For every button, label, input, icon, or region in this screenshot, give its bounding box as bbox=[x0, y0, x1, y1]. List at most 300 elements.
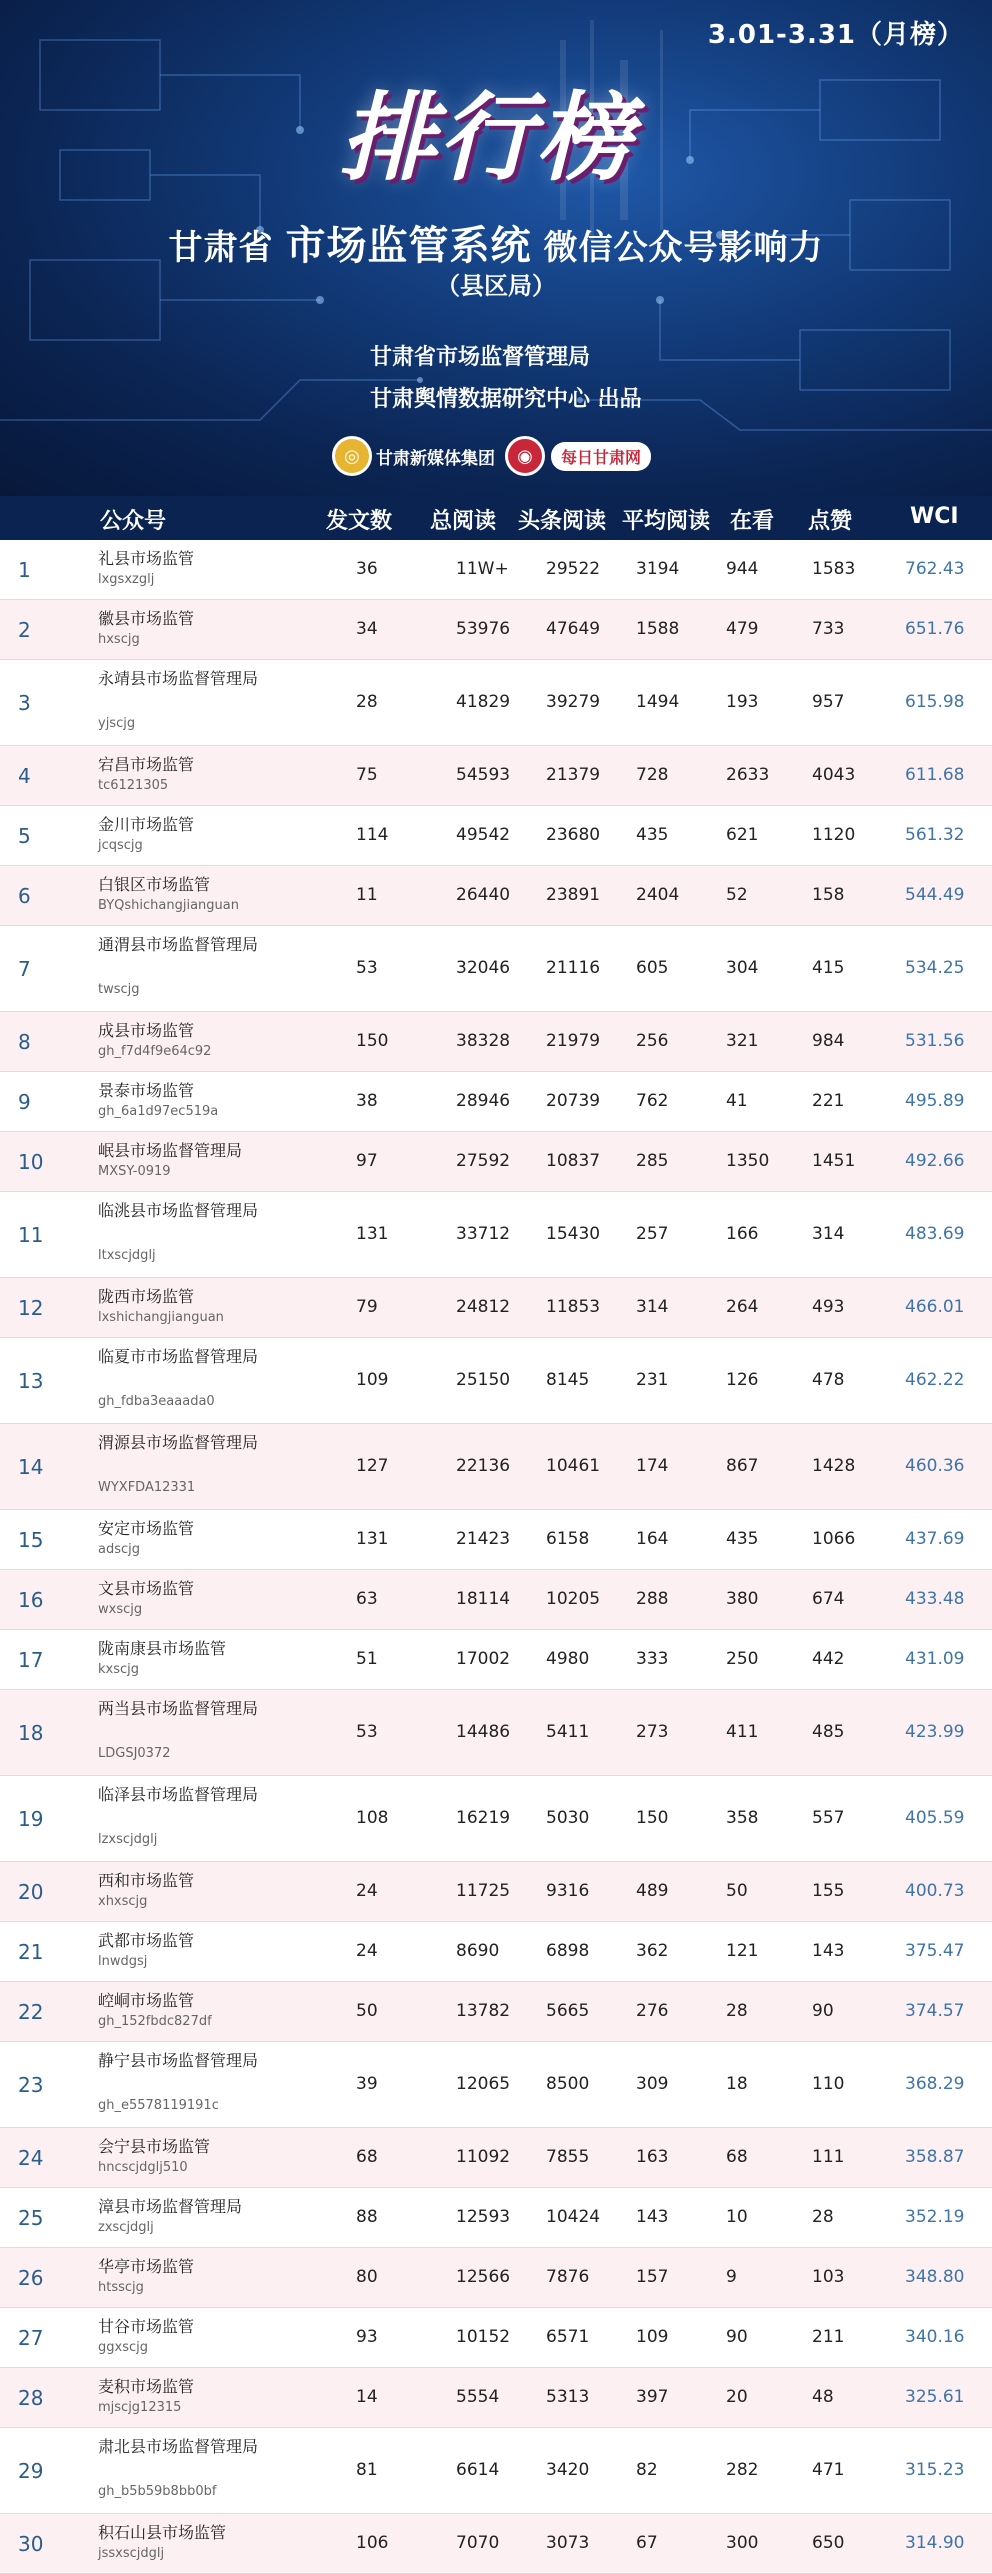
views-cell: 10 bbox=[726, 2207, 748, 2227]
account-id: htsscjg bbox=[98, 2280, 144, 2295]
views-cell: 944 bbox=[726, 559, 759, 579]
wci-cell: 534.25 bbox=[905, 958, 965, 978]
rank-cell: 23 bbox=[18, 2073, 44, 2097]
account-name: 临夏市市场监督管理局 bbox=[98, 1347, 259, 1366]
total-reads-cell: 24812 bbox=[456, 1297, 511, 1317]
average-reads-cell: 489 bbox=[636, 1881, 669, 1901]
headline-reads-cell: 6898 bbox=[546, 1941, 590, 1961]
views-cell: 250 bbox=[726, 1649, 759, 1669]
headline-topic: 微信公众号影响力 bbox=[543, 228, 824, 268]
posts-cell: 36 bbox=[356, 559, 378, 579]
average-reads-cell: 728 bbox=[636, 765, 669, 785]
posts-cell: 24 bbox=[356, 1941, 378, 1961]
wci-cell: 495.89 bbox=[905, 1091, 965, 1111]
account-name: 礼县市场监管 bbox=[98, 549, 195, 568]
headline-reads-cell: 39279 bbox=[546, 692, 601, 712]
wci-cell: 483.69 bbox=[905, 1224, 965, 1244]
likes-cell: 471 bbox=[812, 2460, 845, 2480]
total-reads-cell: 28946 bbox=[456, 1091, 511, 1111]
posts-cell: 108 bbox=[356, 1808, 389, 1828]
posts-cell: 75 bbox=[356, 765, 378, 785]
headline-region: 甘肃省 bbox=[168, 228, 274, 268]
wci-cell: 460.36 bbox=[905, 1456, 965, 1476]
total-reads-cell: 26440 bbox=[456, 885, 511, 905]
account-id: ltxscjdglj bbox=[98, 1248, 156, 1263]
table-row bbox=[0, 2042, 992, 2128]
table-row bbox=[0, 1424, 992, 1510]
table-row bbox=[0, 660, 992, 746]
views-cell: 68 bbox=[726, 2147, 748, 2167]
headline-reads-cell: 5665 bbox=[546, 2001, 590, 2021]
account-id: lxshichangjianguan bbox=[98, 1310, 224, 1325]
rank-cell: 2 bbox=[18, 618, 31, 642]
wci-cell: 531.56 bbox=[905, 1031, 965, 1051]
total-reads-cell: 41829 bbox=[456, 692, 511, 712]
column-header-average-reads: 平均阅读 bbox=[622, 509, 711, 534]
table-row bbox=[0, 866, 992, 926]
account-id: gh_b5b59b8bb0bf bbox=[98, 2484, 217, 2499]
views-cell: 621 bbox=[726, 825, 759, 845]
table-row bbox=[0, 1510, 992, 1570]
account-id: lnwdgsj bbox=[98, 1954, 148, 1969]
table-row bbox=[0, 1570, 992, 1630]
rank-cell: 16 bbox=[18, 1588, 44, 1612]
likes-cell: 143 bbox=[812, 1941, 845, 1961]
account-name: 两当县市场监督管理局 bbox=[98, 1699, 259, 1718]
likes-cell: 557 bbox=[812, 1808, 845, 1828]
rank-cell: 9 bbox=[18, 1090, 31, 1114]
rank-cell: 12 bbox=[18, 1296, 44, 1320]
average-reads-cell: 309 bbox=[636, 2074, 669, 2094]
wci-cell: 431.09 bbox=[905, 1649, 965, 1669]
headline bbox=[0, 214, 992, 271]
total-reads-cell: 12593 bbox=[456, 2207, 511, 2227]
table-row bbox=[0, 2514, 992, 2574]
rank-cell: 11 bbox=[18, 1223, 44, 1247]
likes-cell: 48 bbox=[812, 2387, 834, 2407]
posts-cell: 39 bbox=[356, 2074, 378, 2094]
headline-reads-cell: 3073 bbox=[546, 2533, 590, 2553]
likes-cell: 957 bbox=[812, 692, 845, 712]
rank-cell: 20 bbox=[18, 1880, 44, 1904]
posts-cell: 63 bbox=[356, 1589, 378, 1609]
posts-cell: 114 bbox=[356, 825, 389, 845]
account-id: jssxscjdglj bbox=[98, 2546, 165, 2561]
total-reads-cell: 38328 bbox=[456, 1031, 511, 1051]
posts-cell: 81 bbox=[356, 2460, 378, 2480]
wci-cell: 340.16 bbox=[905, 2327, 965, 2347]
headline-reads-cell: 8145 bbox=[546, 1370, 590, 1390]
account-id: gh_152fbdc827df bbox=[98, 2014, 212, 2029]
posts-cell: 34 bbox=[356, 619, 378, 639]
wci-cell: 405.59 bbox=[905, 1808, 965, 1828]
account-id: MXSY-0919 bbox=[98, 1164, 171, 1179]
headline-reads-cell: 5313 bbox=[546, 2387, 590, 2407]
rank-cell: 5 bbox=[18, 824, 31, 848]
period-label: 3.01-3.31（月榜） bbox=[707, 20, 964, 50]
account-id: BYQshichangjianguan bbox=[98, 898, 239, 913]
headline-reads-cell: 3420 bbox=[546, 2460, 590, 2480]
average-reads-cell: 397 bbox=[636, 2387, 669, 2407]
views-cell: 41 bbox=[726, 1091, 748, 1111]
rank-cell: 13 bbox=[18, 1369, 44, 1393]
account-name: 肃北县市场监督管理局 bbox=[98, 2437, 259, 2456]
likes-cell: 1066 bbox=[812, 1529, 856, 1549]
account-id: WYXFDA12331 bbox=[98, 1480, 196, 1495]
table-row bbox=[0, 746, 992, 806]
likes-cell: 158 bbox=[812, 885, 845, 905]
likes-cell: 733 bbox=[812, 619, 845, 639]
rank-cell: 29 bbox=[18, 2459, 44, 2483]
table-row bbox=[0, 600, 992, 660]
table-row bbox=[0, 2428, 992, 2514]
average-reads-cell: 276 bbox=[636, 2001, 669, 2021]
account-id: wxscjg bbox=[98, 1602, 143, 1617]
total-reads-cell: 11W+ bbox=[456, 559, 509, 579]
table-row bbox=[0, 1982, 992, 2042]
total-reads-cell: 49542 bbox=[456, 825, 511, 845]
table-row bbox=[0, 1630, 992, 1690]
rank-cell: 21 bbox=[18, 1940, 44, 1964]
table-row bbox=[0, 2188, 992, 2248]
posts-cell: 11 bbox=[356, 885, 378, 905]
views-cell: 300 bbox=[726, 2533, 759, 2553]
headline-reads-cell: 10837 bbox=[546, 1151, 601, 1171]
table-row bbox=[0, 1012, 992, 1072]
account-name: 麦积市场监管 bbox=[98, 2377, 195, 2396]
account-id: mjscjg12315 bbox=[98, 2400, 182, 2415]
views-cell: 121 bbox=[726, 1941, 759, 1961]
headline-reads-cell: 9316 bbox=[546, 1881, 590, 1901]
rank-cell: 10 bbox=[18, 1150, 44, 1174]
wci-cell: 352.19 bbox=[905, 2207, 965, 2227]
likes-cell: 1120 bbox=[812, 825, 856, 845]
posts-cell: 14 bbox=[356, 2387, 378, 2407]
total-reads-cell: 6614 bbox=[456, 2460, 500, 2480]
views-cell: 411 bbox=[726, 1722, 759, 1742]
headline-reads-cell: 8500 bbox=[546, 2074, 590, 2094]
likes-cell: 211 bbox=[812, 2327, 845, 2347]
rank-cell: 3 bbox=[18, 691, 31, 715]
total-reads-cell: 8690 bbox=[456, 1941, 500, 1961]
headline-reads-cell: 21379 bbox=[546, 765, 601, 785]
average-reads-cell: 163 bbox=[636, 2147, 669, 2167]
likes-cell: 415 bbox=[812, 958, 845, 978]
account-name: 陇西市场监管 bbox=[98, 1287, 195, 1306]
posts-cell: 80 bbox=[356, 2267, 378, 2287]
logo-daily-gansu bbox=[505, 434, 651, 478]
ranking-table bbox=[0, 540, 992, 2574]
posts-cell: 97 bbox=[356, 1151, 378, 1171]
column-header-total-reads: 总阅读 bbox=[430, 509, 497, 534]
banner bbox=[0, 0, 992, 496]
views-cell: 304 bbox=[726, 958, 759, 978]
average-reads-cell: 285 bbox=[636, 1151, 669, 1171]
posts-cell: 131 bbox=[356, 1529, 389, 1549]
views-cell: 479 bbox=[726, 619, 759, 639]
average-reads-cell: 288 bbox=[636, 1589, 669, 1609]
likes-cell: 485 bbox=[812, 1722, 845, 1742]
account-name: 陇南康县市场监管 bbox=[98, 1639, 227, 1658]
total-reads-cell: 21423 bbox=[456, 1529, 511, 1549]
column-header-headline-reads: 头条阅读 bbox=[518, 509, 607, 534]
average-reads-cell: 157 bbox=[636, 2267, 669, 2287]
account-name: 安定市场监管 bbox=[98, 1519, 195, 1538]
account-name: 成县市场监管 bbox=[98, 1021, 195, 1040]
table-row bbox=[0, 1132, 992, 1192]
account-id: zxscjdglj bbox=[98, 2220, 154, 2235]
headline-reads-cell: 6158 bbox=[546, 1529, 590, 1549]
views-cell: 867 bbox=[726, 1456, 759, 1476]
headline-reads-cell: 21979 bbox=[546, 1031, 601, 1051]
wci-cell: 400.73 bbox=[905, 1881, 965, 1901]
table-row bbox=[0, 1690, 992, 1776]
likes-cell: 110 bbox=[812, 2074, 845, 2094]
total-reads-cell: 33712 bbox=[456, 1224, 511, 1244]
average-reads-cell: 143 bbox=[636, 2207, 669, 2227]
total-reads-cell: 22136 bbox=[456, 1456, 511, 1476]
views-cell: 52 bbox=[726, 885, 748, 905]
total-reads-cell: 13782 bbox=[456, 2001, 511, 2021]
average-reads-cell: 362 bbox=[636, 1941, 669, 1961]
posts-cell: 53 bbox=[356, 958, 378, 978]
views-cell: 321 bbox=[726, 1031, 759, 1051]
average-reads-cell: 67 bbox=[636, 2533, 658, 2553]
views-cell: 380 bbox=[726, 1589, 759, 1609]
wci-cell: 437.69 bbox=[905, 1529, 965, 1549]
account-name: 临泽县市场监督管理局 bbox=[98, 1785, 259, 1804]
posts-cell: 38 bbox=[356, 1091, 378, 1111]
account-id: hxscjg bbox=[98, 632, 140, 647]
headline-reads-cell: 6571 bbox=[546, 2327, 590, 2347]
likes-cell: 1428 bbox=[812, 1456, 856, 1476]
wci-cell: 325.61 bbox=[905, 2387, 965, 2407]
views-cell: 20 bbox=[726, 2387, 748, 2407]
rank-cell: 27 bbox=[18, 2326, 44, 2350]
posts-cell: 24 bbox=[356, 1881, 378, 1901]
views-cell: 282 bbox=[726, 2460, 759, 2480]
rank-cell: 6 bbox=[18, 884, 31, 908]
total-reads-cell: 10152 bbox=[456, 2327, 511, 2347]
account-name: 渭源县市场监督管理局 bbox=[98, 1433, 259, 1452]
rank-cell: 28 bbox=[18, 2386, 44, 2410]
average-reads-cell: 257 bbox=[636, 1224, 669, 1244]
subhead: （县区局） bbox=[436, 272, 556, 300]
table-row bbox=[0, 1776, 992, 1862]
likes-cell: 650 bbox=[812, 2533, 845, 2553]
total-reads-cell: 32046 bbox=[456, 958, 511, 978]
account-id: xhxscjg bbox=[98, 1894, 148, 1909]
wci-cell: 615.98 bbox=[905, 692, 965, 712]
table-row bbox=[0, 1862, 992, 1922]
account-name: 西和市场监管 bbox=[98, 1871, 195, 1890]
average-reads-cell: 164 bbox=[636, 1529, 669, 1549]
account-id: gh_f7d4f9e64c92 bbox=[98, 1044, 212, 1059]
likes-cell: 493 bbox=[812, 1297, 845, 1317]
table-header bbox=[0, 496, 992, 540]
rank-cell: 24 bbox=[18, 2146, 44, 2170]
account-name: 静宁县市场监督管理局 bbox=[98, 2051, 259, 2070]
likes-cell: 111 bbox=[812, 2147, 845, 2167]
headline-reads-cell: 23680 bbox=[546, 825, 601, 845]
wci-cell: 544.49 bbox=[905, 885, 965, 905]
logo-gansu-media-text: 甘肃新媒体集团 bbox=[376, 448, 495, 469]
wci-cell: 348.80 bbox=[905, 2267, 965, 2287]
views-cell: 18 bbox=[726, 2074, 748, 2094]
total-reads-cell: 27592 bbox=[456, 1151, 511, 1171]
wci-cell: 611.68 bbox=[905, 765, 965, 785]
rank-cell: 8 bbox=[18, 1030, 31, 1054]
average-reads-cell: 1494 bbox=[636, 692, 680, 712]
posts-cell: 106 bbox=[356, 2533, 389, 2553]
rank-cell: 30 bbox=[18, 2532, 44, 2556]
account-name: 宕昌市场监管 bbox=[98, 755, 195, 774]
views-cell: 126 bbox=[726, 1370, 759, 1390]
rank-cell: 19 bbox=[18, 1807, 44, 1831]
rank-cell: 17 bbox=[18, 1648, 44, 1672]
average-reads-cell: 2404 bbox=[636, 885, 680, 905]
wci-cell: 462.22 bbox=[905, 1370, 965, 1390]
table-row bbox=[0, 1192, 992, 1278]
likes-cell: 1451 bbox=[812, 1151, 856, 1171]
likes-cell: 478 bbox=[812, 1370, 845, 1390]
views-cell: 90 bbox=[726, 2327, 748, 2347]
likes-cell: 221 bbox=[812, 1091, 845, 1111]
rank-cell: 26 bbox=[18, 2266, 44, 2290]
rank-cell: 22 bbox=[18, 2000, 44, 2024]
total-reads-cell: 5554 bbox=[456, 2387, 500, 2407]
account-name: 积石山县市场监管 bbox=[98, 2523, 227, 2542]
rank-cell: 14 bbox=[18, 1455, 44, 1479]
average-reads-cell: 605 bbox=[636, 958, 669, 978]
wci-cell: 368.29 bbox=[905, 2074, 965, 2094]
account-name: 文县市场监管 bbox=[98, 1579, 195, 1598]
daily-gansu-logo-icon: ◉ bbox=[505, 436, 545, 476]
account-name: 临洮县市场监督管理局 bbox=[98, 1201, 259, 1220]
headline-reads-cell: 29522 bbox=[546, 559, 601, 579]
account-name: 白银区市场监管 bbox=[98, 875, 211, 894]
table-row bbox=[0, 1338, 992, 1424]
rank-cell: 4 bbox=[18, 764, 31, 788]
rank-cell: 18 bbox=[18, 1721, 44, 1745]
table-row bbox=[0, 1922, 992, 1982]
posts-cell: 50 bbox=[356, 2001, 378, 2021]
likes-cell: 674 bbox=[812, 1589, 845, 1609]
total-reads-cell: 54593 bbox=[456, 765, 511, 785]
column-header-likes: 点赞 bbox=[808, 509, 853, 534]
account-id: jcqscjg bbox=[98, 838, 143, 853]
average-reads-cell: 174 bbox=[636, 1456, 669, 1476]
table-row bbox=[0, 806, 992, 866]
wci-cell: 358.87 bbox=[905, 2147, 965, 2167]
headline-reads-cell: 11853 bbox=[546, 1297, 601, 1317]
table-row bbox=[0, 540, 992, 600]
average-reads-cell: 762 bbox=[636, 1091, 669, 1111]
account-name: 华亭市场监管 bbox=[98, 2257, 195, 2276]
publisher-line-2: 甘肃舆情数据研究中心 出品 bbox=[370, 387, 642, 412]
total-reads-cell: 17002 bbox=[456, 1649, 511, 1669]
average-reads-cell: 150 bbox=[636, 1808, 669, 1828]
wci-cell: 561.32 bbox=[905, 825, 965, 845]
ranking-title: 排行榜 bbox=[340, 81, 634, 194]
average-reads-cell: 231 bbox=[636, 1370, 669, 1390]
account-name: 景泰市场监管 bbox=[98, 1081, 195, 1100]
likes-cell: 155 bbox=[812, 1881, 845, 1901]
average-reads-cell: 3194 bbox=[636, 559, 680, 579]
logo-daily-gansu-text: 每日甘肃网 bbox=[551, 442, 651, 471]
total-reads-cell: 16219 bbox=[456, 1808, 511, 1828]
posts-cell: 79 bbox=[356, 1297, 378, 1317]
average-reads-cell: 1588 bbox=[636, 619, 680, 639]
wci-cell: 375.47 bbox=[905, 1941, 965, 1961]
headline-reads-cell: 15430 bbox=[546, 1224, 601, 1244]
gansu-media-logo-icon: ◎ bbox=[332, 436, 372, 476]
table-row bbox=[0, 2128, 992, 2188]
total-reads-cell: 18114 bbox=[456, 1589, 511, 1609]
likes-cell: 984 bbox=[812, 1031, 845, 1051]
wci-cell: 466.01 bbox=[905, 1297, 965, 1317]
views-cell: 9 bbox=[726, 2267, 737, 2287]
likes-cell: 103 bbox=[812, 2267, 845, 2287]
total-reads-cell: 7070 bbox=[456, 2533, 500, 2553]
likes-cell: 4043 bbox=[812, 765, 856, 785]
average-reads-cell: 333 bbox=[636, 1649, 669, 1669]
headline-reads-cell: 47649 bbox=[546, 619, 601, 639]
likes-cell: 442 bbox=[812, 1649, 845, 1669]
headline-reads-cell: 4980 bbox=[546, 1649, 590, 1669]
account-name: 漳县市场监督管理局 bbox=[98, 2197, 243, 2216]
headline-reads-cell: 5030 bbox=[546, 1808, 590, 1828]
average-reads-cell: 82 bbox=[636, 2460, 658, 2480]
rank-cell: 7 bbox=[18, 957, 31, 981]
publisher-line-1: 甘肃省市场监督管理局 bbox=[370, 345, 591, 370]
account-id: LDGSJ0372 bbox=[98, 1746, 171, 1761]
headline-reads-cell: 7876 bbox=[546, 2267, 590, 2287]
wci-cell: 315.23 bbox=[905, 2460, 965, 2480]
account-name: 岷县市场监督管理局 bbox=[98, 1141, 243, 1160]
headline-reads-cell: 7855 bbox=[546, 2147, 590, 2167]
views-cell: 435 bbox=[726, 1529, 759, 1549]
account-name: 崆峒市场监管 bbox=[98, 1991, 195, 2010]
headline-reads-cell: 23891 bbox=[546, 885, 601, 905]
account-name: 金川市场监管 bbox=[98, 815, 195, 834]
headline-reads-cell: 21116 bbox=[546, 958, 601, 978]
average-reads-cell: 314 bbox=[636, 1297, 669, 1317]
table-row bbox=[0, 926, 992, 1012]
account-id: gh_e5578119191c bbox=[98, 2098, 219, 2113]
account-id: hncscjdglj510 bbox=[98, 2160, 188, 2175]
wci-cell: 492.66 bbox=[905, 1151, 965, 1171]
wci-cell: 423.99 bbox=[905, 1722, 965, 1742]
likes-cell: 28 bbox=[812, 2207, 834, 2227]
rank-cell: 15 bbox=[18, 1528, 44, 1552]
views-cell: 28 bbox=[726, 2001, 748, 2021]
account-id: ggxscjg bbox=[98, 2340, 148, 2355]
headline-reads-cell: 10424 bbox=[546, 2207, 601, 2227]
wci-cell: 762.43 bbox=[905, 559, 965, 579]
account-id: lxgsxzglj bbox=[98, 572, 155, 587]
likes-cell: 314 bbox=[812, 1224, 845, 1244]
posts-cell: 109 bbox=[356, 1370, 389, 1390]
account-id: gh_6a1d97ec519a bbox=[98, 1104, 219, 1119]
account-id: adscjg bbox=[98, 1542, 141, 1557]
wci-cell: 314.90 bbox=[905, 2533, 965, 2553]
posts-cell: 131 bbox=[356, 1224, 389, 1244]
account-name: 通渭县市场监督管理局 bbox=[98, 935, 259, 954]
headline-system: 市场监管系统 bbox=[285, 223, 532, 269]
logo-gansu-media bbox=[332, 434, 495, 478]
total-reads-cell: 14486 bbox=[456, 1722, 511, 1742]
